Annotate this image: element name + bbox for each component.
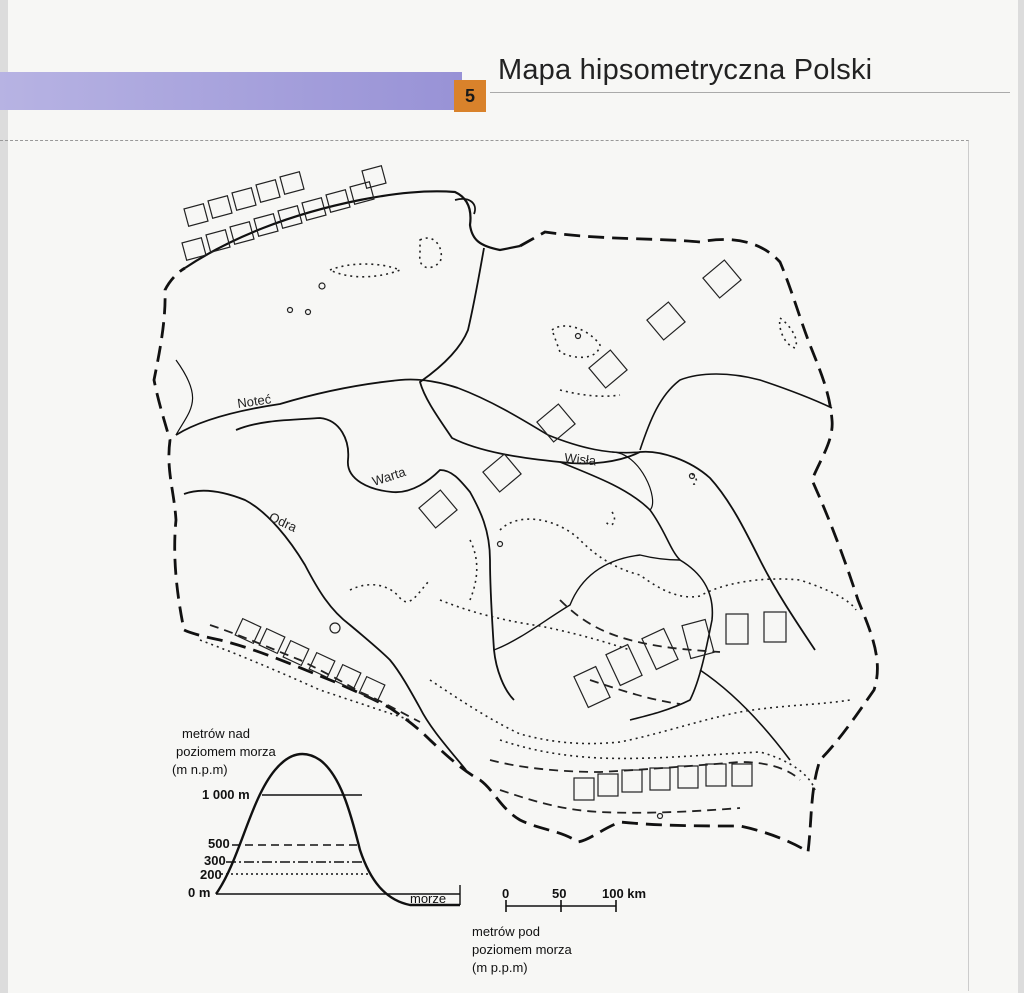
river-notec bbox=[176, 379, 458, 435]
river-bug bbox=[640, 374, 832, 450]
river-wisla bbox=[420, 248, 815, 650]
legend-above-line2: poziomem morza bbox=[176, 744, 276, 759]
river-label-warta: Warta bbox=[370, 464, 408, 489]
legend-level-200: 200 bbox=[200, 867, 222, 882]
country-border bbox=[154, 232, 877, 852]
legend-level-0: 0 m bbox=[188, 885, 211, 900]
elevation-legend bbox=[172, 726, 572, 975]
river-pilica bbox=[560, 462, 712, 720]
legend-level-500: 500 bbox=[208, 836, 230, 851]
river-west-coastal bbox=[176, 360, 193, 435]
legend-below-line1: metrów pod bbox=[472, 924, 540, 939]
river-east bbox=[612, 452, 653, 510]
river-upper-vistula bbox=[494, 555, 680, 650]
river-label-odra: Odra bbox=[266, 509, 300, 535]
page-number-badge: 5 bbox=[454, 80, 486, 112]
legend-sea-label: morze bbox=[410, 891, 447, 906]
page-title: Mapa hipsometryczna Polski bbox=[498, 54, 873, 86]
legend-above-line3: (m n.p.m) bbox=[172, 762, 228, 777]
river-label-notec: Noteć bbox=[236, 391, 273, 411]
scale-bar bbox=[502, 886, 646, 912]
legend-below-line2: poziomem morza bbox=[472, 942, 572, 957]
legend-above-line1: metrów nad bbox=[182, 726, 250, 741]
legend-below-line3: (m p.p.m) bbox=[472, 960, 528, 975]
river-narew bbox=[458, 388, 640, 453]
legend-level-300: 300 bbox=[204, 853, 226, 868]
river-san bbox=[700, 670, 790, 760]
contour-lines-500 bbox=[210, 600, 800, 813]
scale-tick-100: 100 km bbox=[602, 886, 647, 901]
river-label-wisla: Wisła bbox=[563, 450, 597, 469]
scale-tick-0: 0 bbox=[502, 886, 510, 901]
scale-tick-50: 50 bbox=[552, 886, 567, 901]
contour-lines-200 bbox=[200, 238, 856, 790]
answer-boxes bbox=[182, 166, 786, 800]
legend-level-1000: 1 000 m bbox=[202, 787, 250, 802]
peak-markers bbox=[288, 283, 695, 819]
mountain-profile bbox=[216, 754, 460, 905]
